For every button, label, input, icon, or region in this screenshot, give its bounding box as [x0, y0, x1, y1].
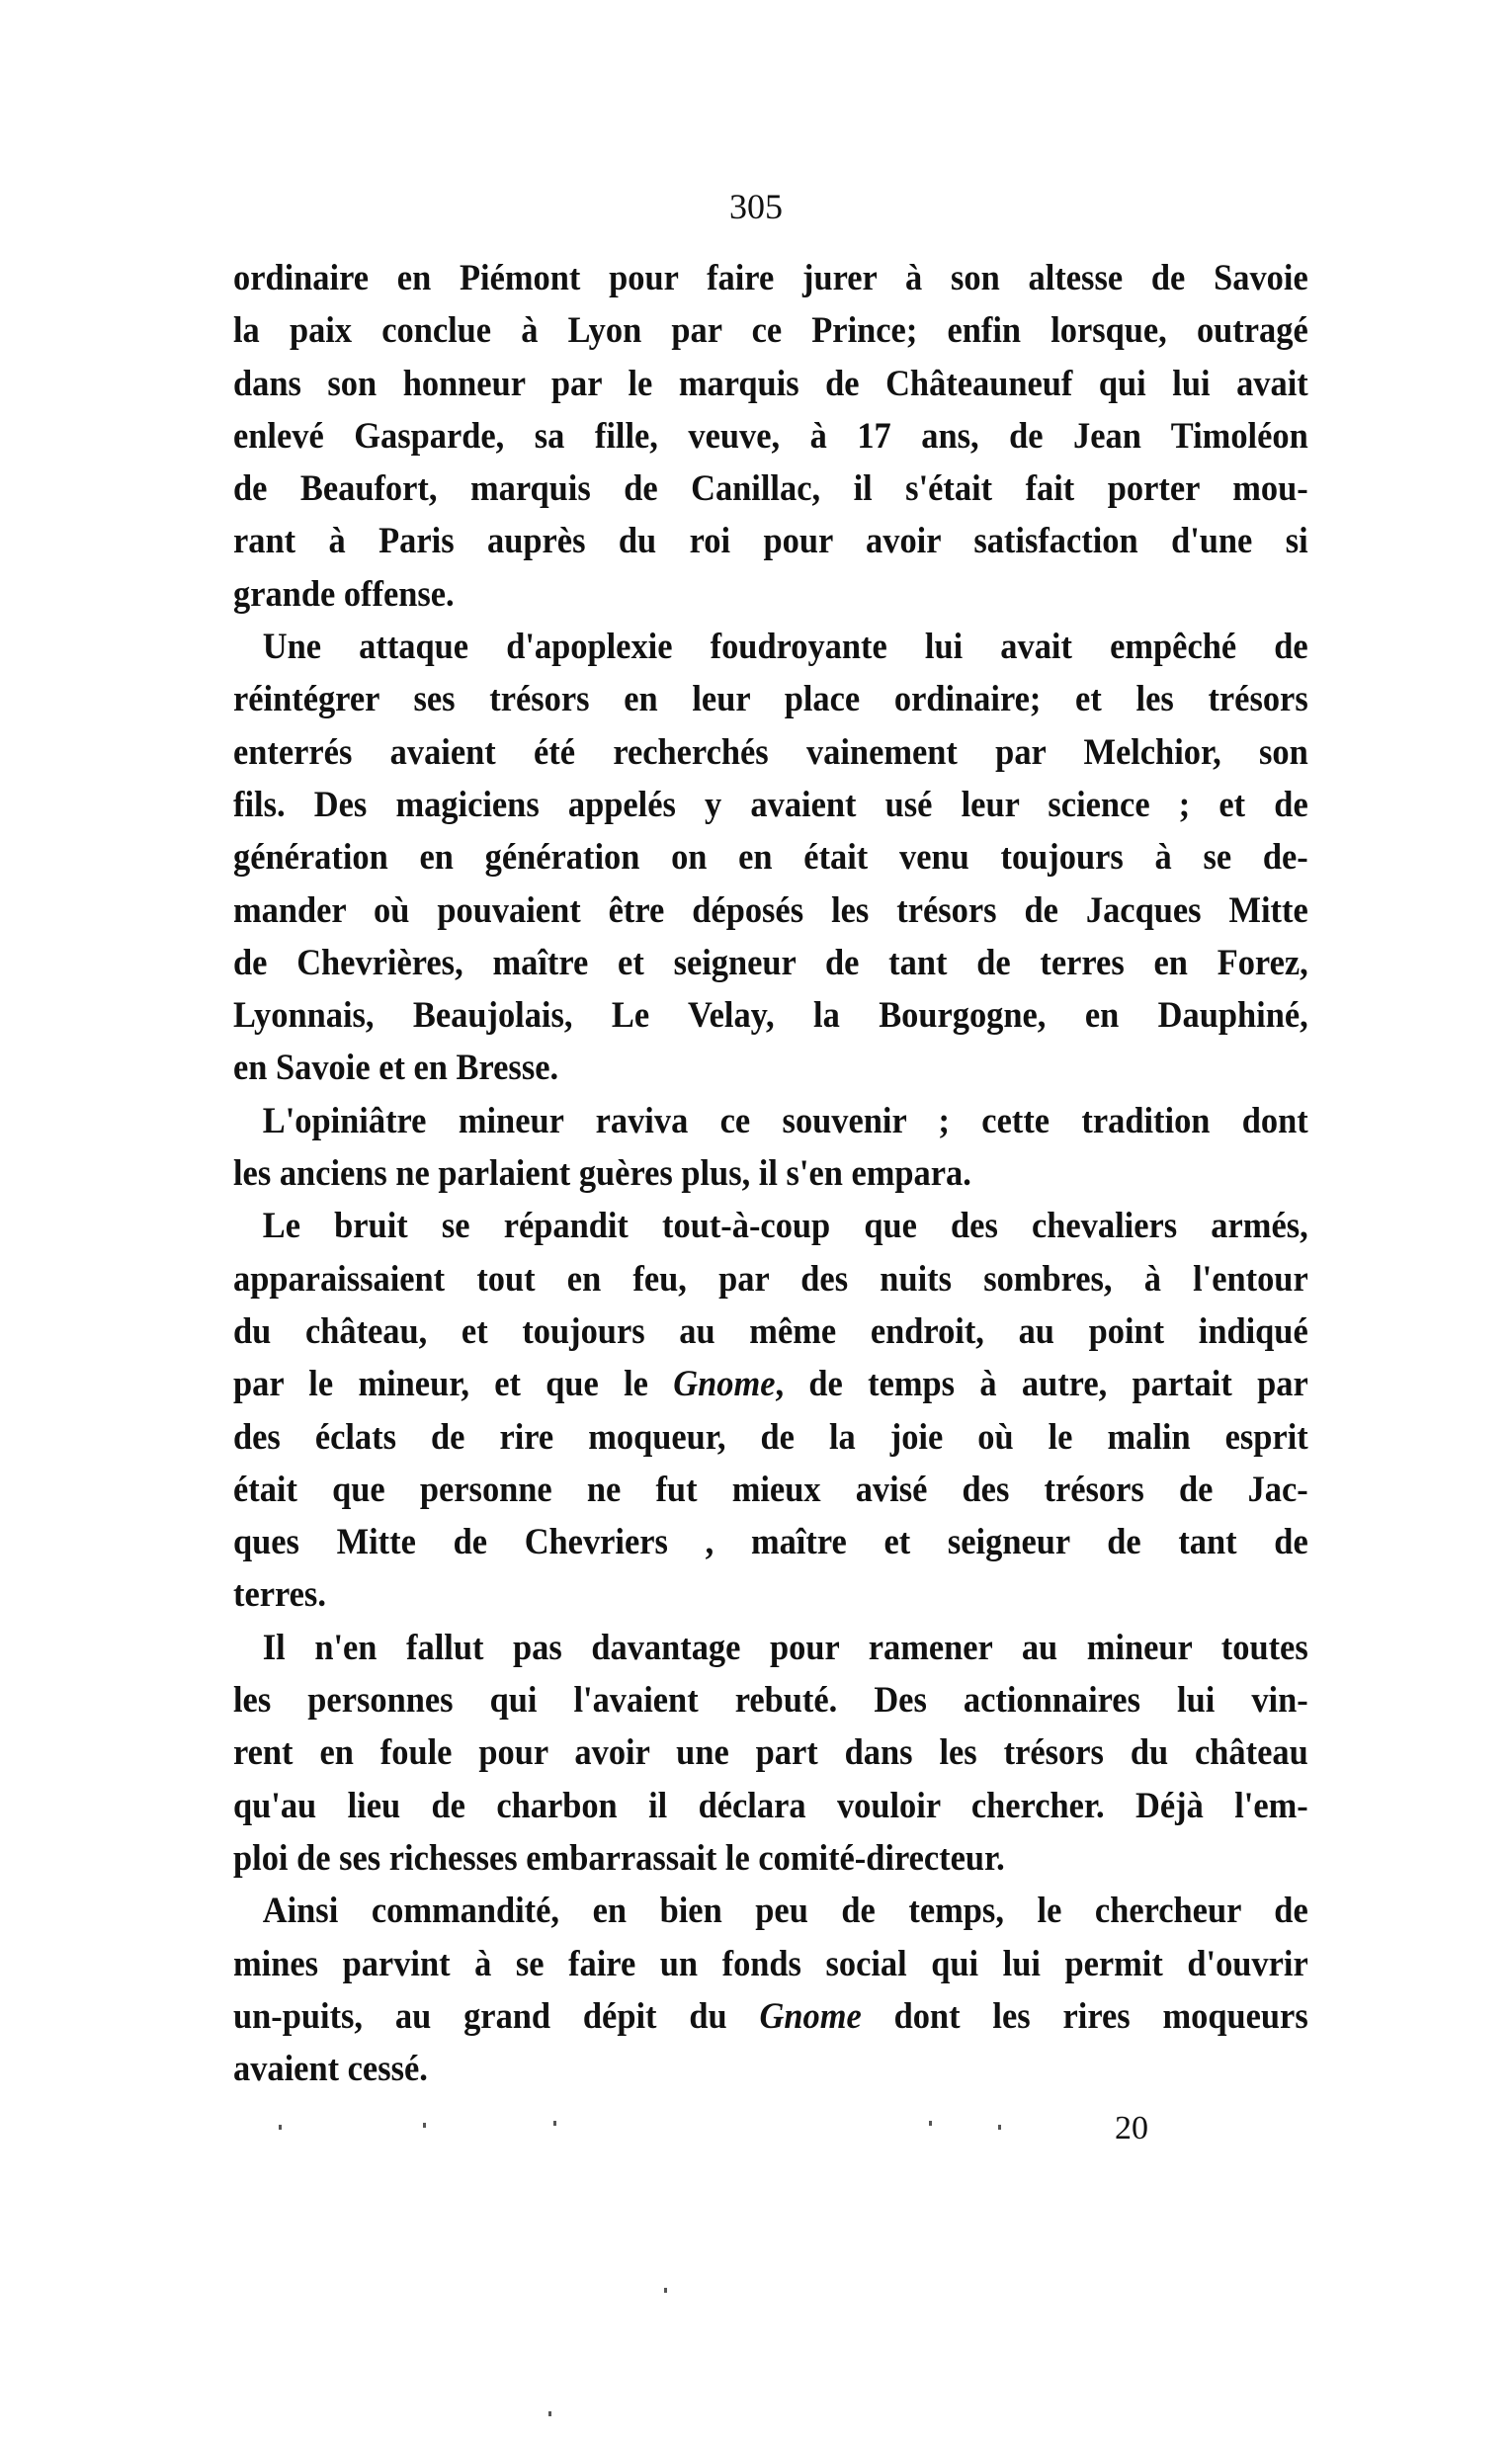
- text-line: grande offense.: [233, 573, 455, 615]
- text-line: mines parvint à se faire un fonds social qui lui permit d'ouvrir: [233, 1943, 1308, 1984]
- text-line: apparaissaient tout en feu, par des nuits sombres, à l'entour: [233, 1258, 1308, 1300]
- text-line: les personnes qui l'avaient rebuté. Des actionnaires lui vin-: [233, 1680, 1308, 1722]
- scan-speck: [664, 2288, 667, 2293]
- scan-speck: [929, 2121, 932, 2126]
- text-line: de Beaufort, marquis de Canillac, il s'était fait porter mou-: [233, 468, 1308, 510]
- text-line: génération en génération on en était venu toujours à se de-: [233, 837, 1308, 879]
- text-line: rent en foule pour avoir une part dans les trésors du château: [233, 1732, 1308, 1774]
- scan-speck: [998, 2125, 1001, 2130]
- text-line: des éclats de rire moqueur, de la joie où le malin esprit: [233, 1416, 1308, 1458]
- text-line: enterrés avaient été recherchés vainement par Melchior, son: [233, 731, 1308, 773]
- body-text: [233, 252, 1308, 2095]
- page-number: 305: [729, 187, 783, 226]
- text-line: ques Mitte de Chevriers , maître et seigneur de tant de: [233, 1522, 1308, 1563]
- text-line: terres.: [233, 1574, 326, 1616]
- signature-mark: 20: [1115, 2110, 1148, 2146]
- text-line: avaient cessé.: [233, 2049, 428, 2090]
- text-line: Le bruit se répandit tout-à-coup que des chevaliers armés,: [262, 1206, 1308, 1247]
- text-line: L'opiniâtre mineur raviva ce souvenir ; cette tradition dont: [262, 1100, 1308, 1141]
- text-line: la paix conclue à Lyon par ce Prince; enfin lorsque, outragé: [233, 310, 1308, 352]
- text-line: les anciens ne parlaient guères plus, il s'en empara.: [233, 1153, 971, 1195]
- scan-speck: [423, 2123, 426, 2128]
- text-line: Ainsi commandité, en bien peu de temps, le chercheur de: [262, 1891, 1308, 1932]
- text-line: mander où pouvaient être déposés les trésors de Jacques Mitte: [233, 889, 1308, 931]
- text-line: en Savoie et en Bresse.: [233, 1048, 559, 1089]
- text-line: Il n'en fallut pas davantage pour ramener au mineur toutes: [262, 1627, 1308, 1668]
- text-line: Une attaque d'apoplexie foudroyante lui avait empêché de: [262, 627, 1308, 668]
- text-line: fils. Des magiciens appelés y avaient usé leur science ; et de: [233, 784, 1308, 825]
- text-line: ploi de ses richesses embarrassait le comité-directeur.: [233, 1837, 1005, 1879]
- text-line: dans son honneur par le marquis de Châteauneuf qui lui avait: [233, 363, 1308, 404]
- scan-speck: [553, 2121, 556, 2126]
- text-line: enlevé Gasparde, sa fille, veuve, à 17 ans, de Jean Timoléon: [233, 415, 1308, 457]
- text-line: était que personne ne fut mieux avisé des trésors de Jac-: [233, 1469, 1308, 1510]
- italic-word: Gnome: [759, 1995, 862, 2037]
- text-line: Lyonnais, Beaujolais, Le Velay, la Bourgogne, en Dauphiné,: [233, 995, 1308, 1037]
- text-line: du château, et toujours au même endroit, au point indiqué: [233, 1310, 1308, 1352]
- text-line: un-puits, au grand dépit du Gnome dont les rires moqueurs: [233, 1995, 1308, 2037]
- text-line: qu'au lieu de charbon il déclara vouloir chercher. Déjà l'em-: [233, 1785, 1308, 1826]
- text-line: rant à Paris auprès du roi pour avoir satisfaction d'une si: [233, 521, 1308, 562]
- text-line: réintégrer ses trésors en leur place ordinaire; et les trésors: [233, 679, 1308, 720]
- scan-speck: [548, 2411, 551, 2416]
- italic-word: Gnome: [673, 1364, 776, 1405]
- text-line: ordinaire en Piémont pour faire jurer à son altesse de Savoie: [233, 258, 1308, 298]
- text-line: par le mineur, et que le Gnome, de temps à autre, partait par: [233, 1364, 1308, 1405]
- text-line: de Chevrières, maître et seigneur de tant de terres en Forez,: [233, 942, 1308, 983]
- scan-speck: [279, 2125, 282, 2130]
